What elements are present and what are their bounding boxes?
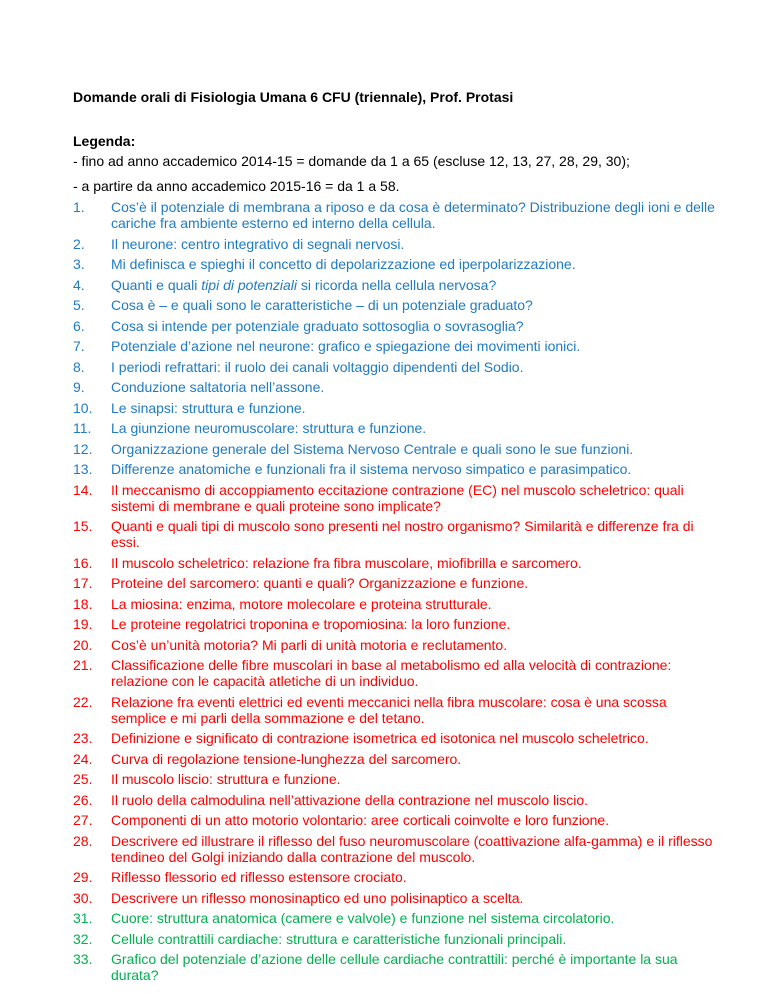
question-number: 21. — [73, 657, 93, 673]
question-text: Le sinapsi: struttura e funzione. — [111, 399, 306, 416]
question-number: 1. — [73, 199, 85, 215]
question-item — [73, 812, 723, 828]
question-text: Potenziale d’azione nel neurone: grafico e spiegazione dei movimenti ionici. — [111, 338, 581, 354]
question-number: 24. — [73, 750, 93, 767]
question-number: 6. — [73, 317, 85, 334]
question-number: 16. — [73, 554, 93, 571]
question-number: 28. — [73, 832, 93, 849]
question-number: 5. — [73, 297, 85, 313]
question-number: 23. — [73, 730, 93, 746]
question-number: 11. — [73, 420, 92, 436]
question-number: 8. — [73, 358, 85, 375]
question-item — [73, 297, 723, 313]
question-item — [73, 277, 723, 293]
question-item — [73, 694, 723, 726]
question-item — [73, 400, 723, 416]
question-number: 26. — [73, 791, 93, 808]
question-number: 32. — [73, 930, 93, 947]
question-text: La miosina: enzima, motore molecolare e proteina strutturale. — [111, 595, 492, 612]
question-number: 22. — [73, 693, 93, 710]
question-item — [73, 931, 723, 947]
question-number: 9. — [73, 379, 85, 395]
question-item — [73, 833, 723, 865]
question-number: 2. — [73, 235, 85, 252]
question-item — [73, 637, 723, 653]
question-text: Cosa si intende per potenziale graduato sottosoglia o sovrasoglia? — [111, 317, 524, 334]
question-text: Descrivere un riflesso monosinaptico ed uno polisinaptico a scelta. — [111, 889, 524, 906]
question-number: 4. — [73, 276, 85, 293]
question-text: Il ruolo della calmodulina nell’attivazione della contrazione nel muscolo liscio. — [111, 791, 589, 808]
question-text: Descrivere ed illustrare il riflesso del fuso neuromuscolare (coattivazione alfa-gamma) e il riflesso tendineo del Golgi iniziando dalla contrazione del muscolo. — [111, 832, 713, 865]
question-item — [73, 441, 723, 457]
question-text: Il neurone: centro integrativo di segnali nervosi. — [111, 235, 405, 252]
question-item — [73, 256, 723, 272]
question-text: Il muscolo liscio: struttura e funzione. — [111, 771, 341, 787]
question-item — [73, 657, 723, 689]
question-text: Conduzione saltatoria nell’assone. — [111, 379, 325, 395]
document-title: Domande orali di Fisiologia Umana 6 CFU (triennale), Prof. Protasi — [73, 89, 514, 105]
question-number: 7. — [73, 338, 85, 354]
question-text-part: Quanti e quali — [111, 276, 202, 293]
question-item — [73, 359, 723, 375]
question-number: 30. — [73, 889, 93, 906]
question-item — [73, 199, 723, 231]
question-text: Relazione fra eventi elettrici ed eventi meccanici nella fibra muscolare: cosa è una scossa semplice e mi parli della sommazione e del tetano. — [111, 693, 667, 726]
question-item — [73, 575, 723, 591]
question-text: Cosa è – e quali sono le caratteristiche – di un potenziale graduato? — [111, 297, 533, 313]
legend-line: - a partire da anno accademico 2015-16 = da 1 a 58. — [73, 178, 400, 194]
question-item — [73, 236, 723, 252]
question-number: 27. — [73, 812, 93, 828]
question-text: I periodi refrattari: il ruolo dei canali voltaggio dipendenti del Sodio. — [111, 358, 524, 375]
question-number: 13. — [73, 461, 93, 477]
question-text — [111, 277, 723, 293]
question-number: 19. — [73, 616, 93, 632]
question-number: 33. — [73, 951, 93, 967]
question-item — [73, 518, 723, 550]
question-list — [73, 199, 723, 988]
question-item — [73, 730, 723, 746]
question-number: 14. — [73, 481, 93, 498]
question-item — [73, 379, 723, 395]
question-number: 18. — [73, 595, 93, 612]
question-text: Differenze anatomiche e funzionali fra il sistema nervoso simpatico e parasimpatico. — [111, 461, 632, 477]
question-item — [73, 751, 723, 767]
question-number: 31. — [73, 910, 93, 926]
question-item — [73, 951, 723, 983]
question-text: Curva di regolazione tensione-lunghezza del sarcomero. — [111, 750, 462, 767]
question-text: Mi definisca e spieghi il concetto di depolarizzazione ed iperpolarizzazione. — [111, 256, 576, 272]
question-text: Componenti di un atto motorio volontario: aree corticali coinvolte e loro funzione. — [111, 812, 610, 828]
question-number: 15. — [73, 518, 93, 534]
question-text: Cos’è un’unità motoria? Mi parli di unità motoria e reclutamento. — [111, 636, 508, 653]
question-item — [73, 771, 723, 787]
question-item — [73, 338, 723, 354]
question-number: 25. — [73, 771, 93, 787]
question-text: Quanti e quali tipi di muscolo sono presenti nel nostro organismo? Similarità e differenze fra di essi. — [111, 518, 694, 550]
question-text: Il meccanismo di accoppiamento eccitazione contrazione (EC) nel muscolo scheletrico: quali sistemi di membrane e quali proteine sono implicate? — [111, 481, 684, 514]
question-text: Proteine del sarcomero: quanti e quali? Organizzazione e funzione. — [111, 575, 529, 591]
legend-heading: Legenda: — [73, 133, 136, 149]
question-item — [73, 482, 723, 514]
question-text: Cuore: struttura anatomica (camere e valvole) e funzione nel sistema circolatorio. — [111, 910, 615, 926]
question-text: Cellule contrattili cardiache: struttura e caratteristiche funzionali principali. — [111, 930, 567, 947]
question-text-part: si ricorda nella cellula nervosa? — [297, 276, 497, 293]
question-number: 29. — [73, 869, 93, 885]
question-text: La giunzione neuromuscolare: struttura e funzione. — [111, 420, 427, 436]
question-number: 12. — [73, 440, 93, 457]
question-item — [73, 890, 723, 906]
question-item — [73, 910, 723, 926]
question-text: Definizione e significato di contrazione isometrica ed isotonica nel muscolo scheletrico. — [111, 730, 649, 746]
question-number: 20. — [73, 636, 93, 653]
question-number: 3. — [73, 256, 85, 272]
question-number: 17. — [73, 575, 93, 591]
question-item — [73, 555, 723, 571]
question-text: Riflesso flessorio ed riflesso estensore crociato. — [111, 869, 407, 885]
question-item — [73, 318, 723, 334]
question-item — [73, 420, 723, 436]
question-text: Classificazione delle fibre muscolari in base al metabolismo ed alla velocità di contrazione: relazione con le capacità atletiche di un individuo. — [111, 657, 672, 689]
question-text: Grafico del potenziale d’azione delle cellule cardiache contrattili: perché è importante la sua durata? — [111, 951, 678, 983]
question-text: Le proteine regolatrici troponina e tropomiosina: la loro funzione. — [111, 616, 511, 632]
question-item — [73, 461, 723, 477]
legend-line: - fino ad anno accademico 2014-15 = domande da 1 a 65 (escluse 12, 13, 27, 28, 29, 30); — [73, 153, 630, 169]
question-item — [73, 596, 723, 612]
question-text: Il muscolo scheletrico: relazione fra fibra muscolare, miofibrilla e sarcomero. — [111, 554, 582, 571]
question-number: 10. — [73, 399, 93, 416]
question-text-emphasis: tipi di potenziali — [201, 276, 298, 293]
question-item — [73, 616, 723, 632]
question-item — [73, 792, 723, 808]
question-text: Cos’è il potenziale di membrana a riposo e da cosa è determinato? Distribuzione degli ioni e delle cariche fra ambiente esterno ed interno della cellula. — [111, 199, 715, 231]
question-text: Organizzazione generale del Sistema Nervoso Centrale e quali sono le sue funzioni. — [111, 440, 634, 457]
question-item — [73, 869, 723, 885]
